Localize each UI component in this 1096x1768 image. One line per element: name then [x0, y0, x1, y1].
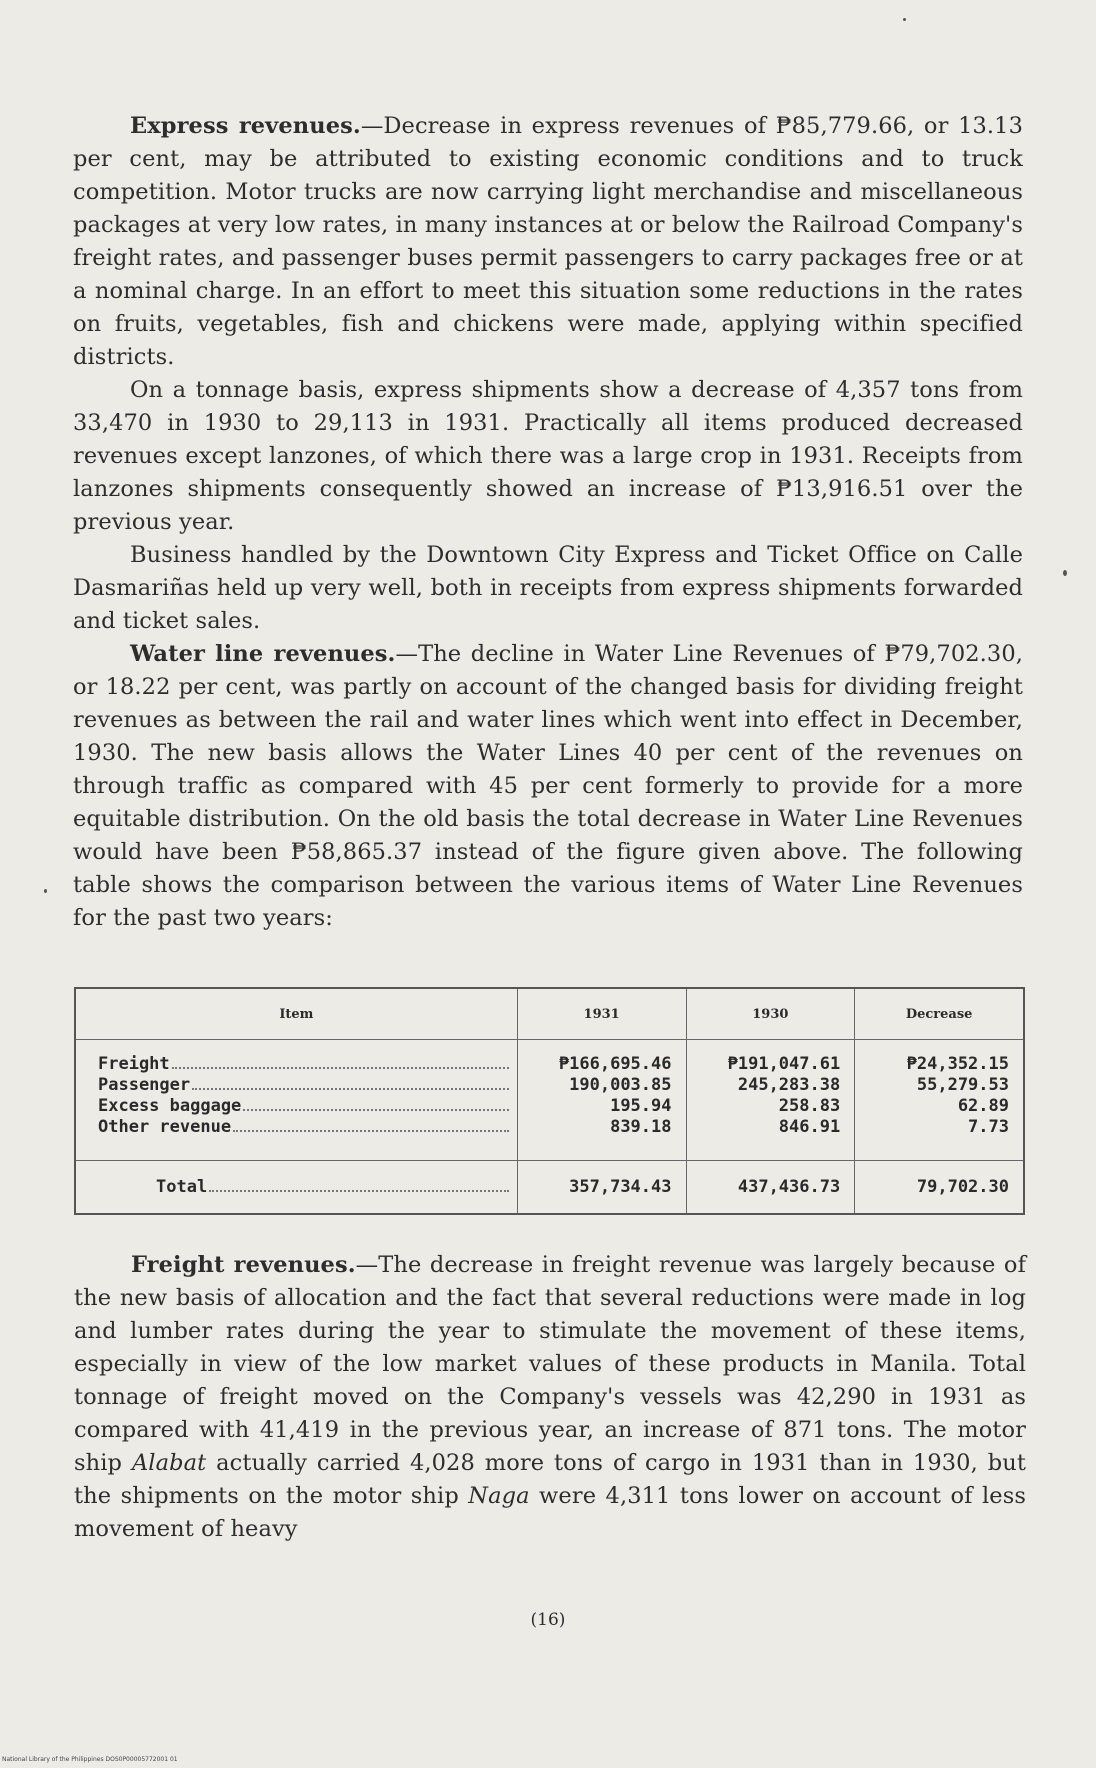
- total-1930: 437,436.73: [686, 1161, 855, 1215]
- text-block-top: [73, 110, 1023, 935]
- col-header-1931: 1931: [517, 988, 686, 1040]
- revenue-table: [74, 987, 1025, 1215]
- paragraph-downtown: Business handled by the Downtown City Express and Ticket Office on Calle Dasmariñas held up very well, both in receipts from express shipments forwarded and ticket sales.: [73, 542, 1023, 634]
- col-header-1930: 1930: [686, 988, 855, 1040]
- values-decrease: [855, 1040, 1024, 1161]
- paragraph-freight: Freight revenues.—The decrease in freight revenue was largely because of the new basis of allocation and the fact that several reductions were made in log and lumber rates during the year to stimulate the movement of these items, especially in view of the low market values of these products in Manila. Total tonnage of freight moved on the Company's vessels was 42,290 in 1931 as compared with 41,419 in the previous year, an increase of 871 tons. The motor ship Alabat actually carried 4,028 more tons of cargo in 1931 than in 1930, but the shipments on the motor ship Naga were 4,311 tons lower on account of less movement of heavy: [74, 1252, 1026, 1542]
- cell-value: ₱166,695.46: [558, 1054, 672, 1074]
- scan-credit: National Library of the Philippines DOS0P00005772001 01: [2, 1756, 178, 1763]
- paragraph-water-line: Water line revenues.—The decline in Water Line Revenues of ₱79,702.30, or 18.22 per cent, was partly on account of the changed basis for dividing freight revenues as between the rail and water lines which went into effect in December, 1930. The new basis allows the Water Lines 40 per cent of the revenues on through traffic as compared with 45 per cent formerly to provide for a more equitable distribution. On the old basis the total decrease in Water Line Revenues would have been ₱58,865.37 instead of the figure given above. The following table shows the comparison between the various items of Water Line Revenues for the past two years:: [73, 641, 1023, 931]
- paragraph-express: Express revenues.—Decrease in express revenues of ₱85,779.66, or 13.13 per cent, may be attributed to existing economic conditions and to truck competition. Motor trucks are now carrying light merchandise and miscellaneous packages at very low rates, in many instances at or below the Railroad Company's freight rates, and passenger buses permit passengers to carry packages free or at a nominal charge. In an effort to meet this situation some reductions in the rates on fruits, vegetables, fish and chickens were made, applying within specified districts.: [73, 113, 1023, 370]
- row-passenger: Passenger: [98, 1075, 511, 1096]
- cell-value: ₱24,352.15: [906, 1054, 1009, 1074]
- scan-speck: [903, 18, 906, 21]
- cell-value: 258.83: [778, 1096, 841, 1116]
- cell-value: 839.18: [610, 1117, 672, 1137]
- item-labels: [75, 1040, 517, 1161]
- heading-water-line: Water line revenues.: [130, 641, 396, 667]
- values-1930: [686, 1040, 855, 1161]
- total-decrease: 79,702.30: [855, 1161, 1024, 1215]
- values-1931: [517, 1040, 686, 1161]
- cell-value: 190,003.85: [569, 1075, 672, 1095]
- col-header-item: Item: [75, 988, 517, 1040]
- total-row: [75, 1161, 1024, 1215]
- text-block-bottom: [74, 1249, 1026, 1546]
- cell-value: 62.89: [957, 1096, 1009, 1116]
- cell-value: 55,279.53: [916, 1075, 1009, 1095]
- cell-value: 7.73: [968, 1117, 1009, 1137]
- scan-speck: [44, 889, 47, 893]
- page-number: (16): [530, 1610, 566, 1630]
- paragraph-tonnage: On a tonnage basis, express shipments show a decrease of 4,357 tons from 33,470 in 1930 to 29,113 in 1931. Practically all items produced decreased revenues except lanzones, of which there was a large crop in 1931. Receipts from lanzones shipments consequently showed an increase of ₱13,916.51 over the previous year.: [73, 377, 1023, 535]
- row-freight: Freight: [98, 1054, 511, 1075]
- total-label: Total: [156, 1177, 511, 1198]
- cell-value: ₱191,047.61: [727, 1054, 841, 1074]
- ship-name-naga: Naga: [468, 1483, 530, 1509]
- heading-express: Express revenues.: [130, 113, 361, 139]
- cell-value: 195.94: [610, 1096, 672, 1116]
- col-header-decrease: Decrease: [855, 988, 1024, 1040]
- heading-freight: Freight revenues.: [131, 1252, 356, 1278]
- scan-speck: [1063, 570, 1067, 576]
- cell-value: 245,283.38: [737, 1075, 841, 1095]
- cell-value: 846.91: [778, 1117, 841, 1137]
- ship-name-alabat: Alabat: [131, 1450, 207, 1476]
- total-1931: 357,734.43: [517, 1161, 686, 1215]
- row-other-revenue: Other revenue: [98, 1117, 511, 1138]
- row-excess-baggage: Excess baggage: [98, 1096, 511, 1117]
